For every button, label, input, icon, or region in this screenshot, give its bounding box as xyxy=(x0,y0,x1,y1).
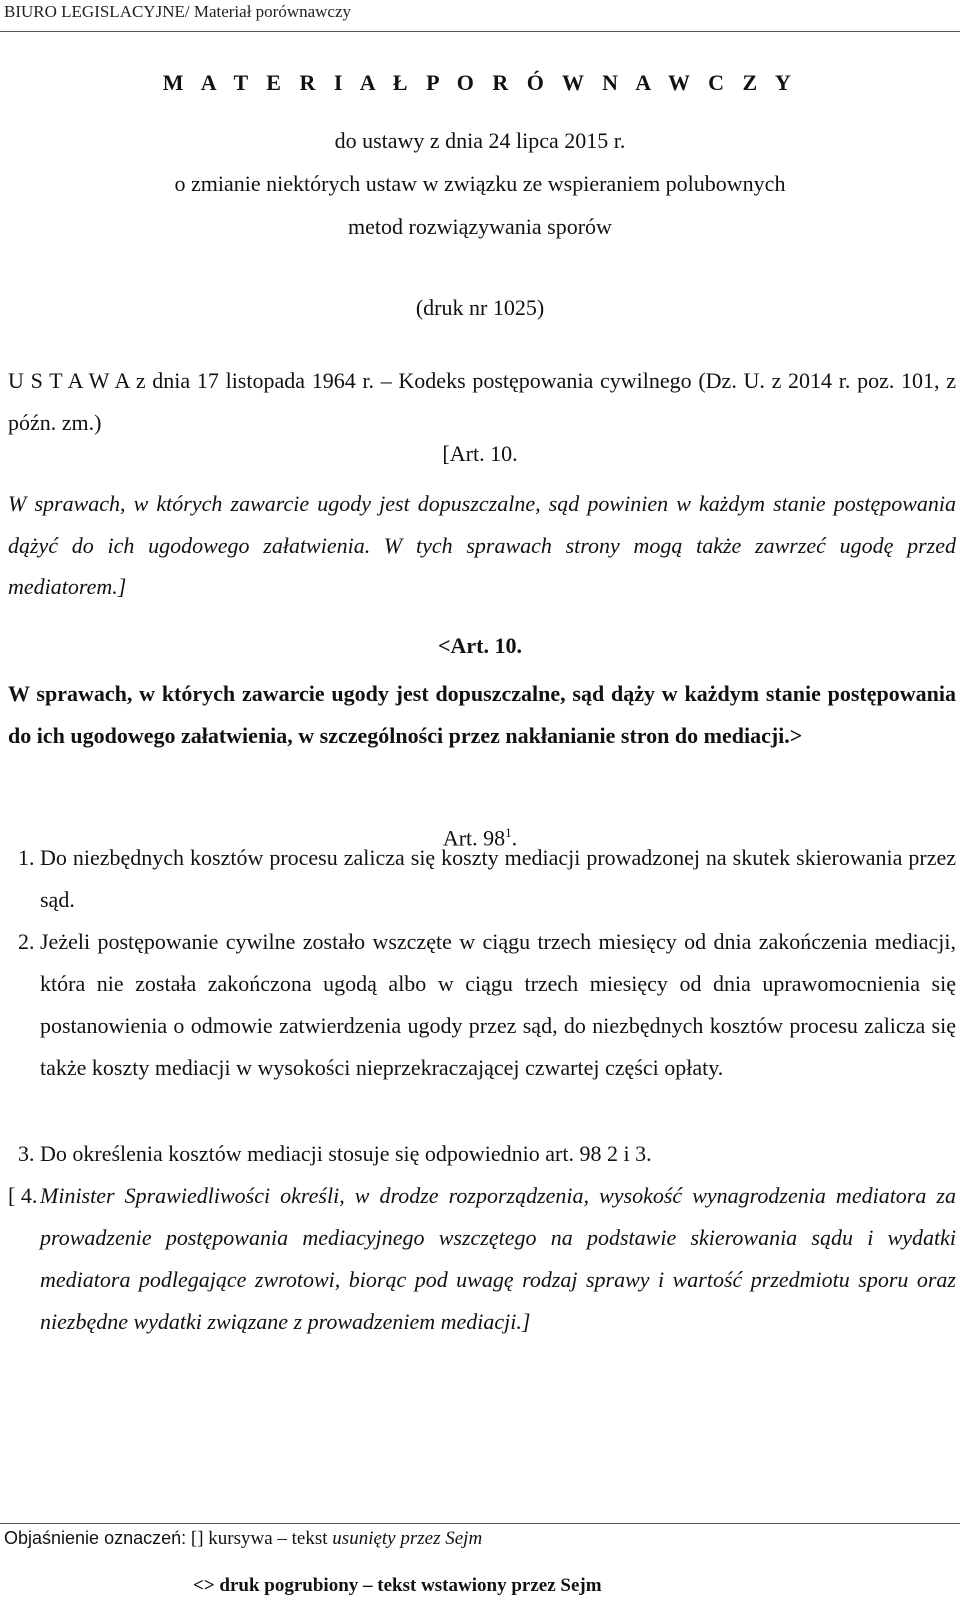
art-10-new-text: W sprawach, w których zawarcie ugody jest dopuszczalne, sąd dąży w każdym stanie postępowania do ich ugodowego załatwienia, w szczególności przez nakłanianie stron do mediacji.> xyxy=(8,681,956,748)
paragraph-number: 1. xyxy=(18,845,35,870)
art-10-old-heading: [Art. 10. xyxy=(442,441,518,466)
druk-number: (druk nr 1025) xyxy=(415,295,545,320)
header-divider xyxy=(0,31,960,32)
title-line-2: o zmianie niektórych ustaw w związku ze wspieraniem polubownych xyxy=(174,171,786,196)
legend-deleted-desc: usunięty przez Sejm xyxy=(332,1528,483,1549)
legend-text-prefix: tekst xyxy=(291,1528,328,1549)
header-label: BIURO LEGISLACYJNE/ Materiał porównawczy xyxy=(4,2,352,21)
paragraph-number: 3. xyxy=(18,1141,35,1166)
title-line-3: metod rozwiązywania sporów xyxy=(348,214,612,239)
paragraph-text: Jeżeli postępowanie cywilne zostało wszczęte w ciągu trzech miesięcy od dnia zakończenia mediacji, która nie została zakończona ugodą albo w ciągu trzech miesięcy od dnia uprawomocnienia się postanowienia o odmowie zatwierdzenia ugody przez sąd, do niezbędnych kosztów procesu zalicza się także koszty mediacji w wysokości nieprzekraczającej czwartej części opłaty. xyxy=(40,929,956,1080)
art-10-new-heading: <Art. 10. xyxy=(437,633,522,658)
legend-dash: – xyxy=(277,1528,287,1549)
art-10-old-text: W sprawach, w których zawarcie ugody jest dopuszczalne, sąd powinien w każdym stanie postępowania dążyć do ich ugodowego załatwienia. W tych sprawach strony mogą także zawrzeć ugodę przed mediatorem.] xyxy=(8,491,956,599)
legend-inserted: <> druk pogrubiony – tekst wstawiony przez Sejm xyxy=(193,1575,602,1596)
paragraph-number: 2. xyxy=(18,929,35,954)
legend-deleted xyxy=(4,1528,482,1550)
act-reference: U S T A W A z dnia 17 listopada 1964 r. – Kodeks postępowania cywilnego (Dz. U. z 2014 r. poz. 101, z późn. zm.) xyxy=(8,368,956,435)
art-98-heading-end: . xyxy=(511,825,518,851)
paragraph-number: [ 4. xyxy=(8,1183,38,1208)
art-98-heading-sup: 1 xyxy=(505,825,512,840)
paragraph-text: Do określenia kosztów mediacji stosuje się odpowiednio art. 98 2 i 3. xyxy=(40,1141,652,1166)
art-98-par-3 xyxy=(8,1133,956,1175)
title-line-1: do ustawy z dnia 24 lipca 2015 r. xyxy=(334,128,626,153)
paragraph-text: Minister Sprawiedliwości określi, w drodze rozporządzenia, wysokość wynagrodzenia mediatora za prowadzenie postępowania mediacyjnego wszczętego na podstawie skierowania sądu i wydatki mediatora podlegające zwrotowi, biorąc pod uwagę rodzaj sprawy i wartość przedmiotu sporu oraz niezbędne wydatki związane z prowadzeniem mediacji.] xyxy=(40,1183,956,1334)
paragraph-text: Do niezbędnych kosztów procesu zalicza się koszty mediacji prowadzonej na skutek skierowania przez sąd. xyxy=(40,845,956,912)
footer-divider xyxy=(0,1523,960,1524)
art-98-heading-main: Art. 98 xyxy=(442,825,506,851)
art-98-par-1 xyxy=(8,837,956,921)
art-98-par-2 xyxy=(8,921,956,1089)
art-98-par-4 xyxy=(8,1175,956,1343)
legend-label: Objaśnienie oznaczeń: xyxy=(4,1528,187,1548)
document-title: M A T E R I A Ł P O R Ó W N A W C Z Y xyxy=(162,70,798,95)
legend-marker-brackets: [] kursywa xyxy=(190,1528,273,1549)
